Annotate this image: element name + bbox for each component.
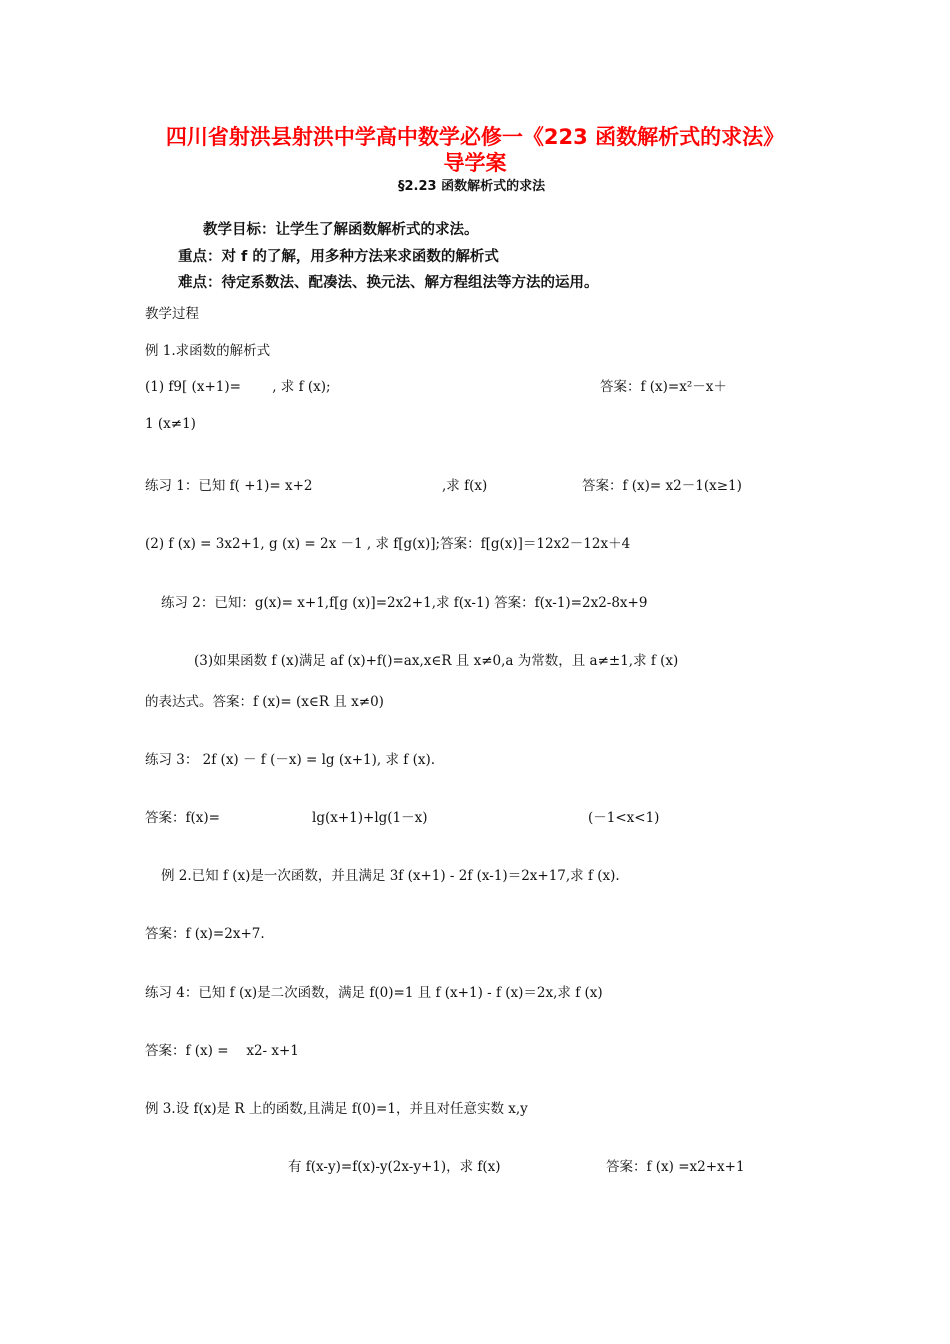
key-point: 重点：对 f 的了解，用多种方法来求函数的解析式 xyxy=(178,249,499,265)
practice-1-ask: ,求 f(x) xyxy=(442,478,488,494)
practice-3: 练习 3： 2f (x) － f (－x) = lg (x+1), 求 f (x). xyxy=(145,752,436,768)
example-1-question-3: (3)如果函数 f (x)满足 af (x)+f()=ax,x∈R 且 x≠0,a 为常数，且 a≠±1,求 f (x) xyxy=(194,653,679,669)
practice-1 xyxy=(145,474,805,494)
practice-3-answer-label: 答案：f(x)= xyxy=(145,810,220,826)
title-line-2: 导学案 xyxy=(443,151,507,175)
document-title xyxy=(140,124,810,176)
example-1-heading: 例 1.求函数的解析式 xyxy=(145,343,271,359)
practice-4: 练习 4：已知 f (x)是二次函数，满足 f(0)=1 且 f (x+1) - f (x)＝2x,求 f (x) xyxy=(145,985,603,1001)
section-subtitle: §2.23 函数解析式的求法 xyxy=(398,179,546,194)
practice-3-answer xyxy=(145,806,805,826)
example-3-continued xyxy=(288,1155,788,1175)
example-3: 例 3.设 f(x)是 R 上的函数,且满足 f(0)=1，并且对任意实数 x,y xyxy=(145,1101,528,1117)
question-1-text: (1) f9[ (x+1)= , 求 f (x); xyxy=(145,379,331,395)
practice-1-answer: 答案：f (x)= x2－1(x≥1) xyxy=(582,478,742,494)
practice-3-answer-expression: lg(x+1)+lg(1－x) xyxy=(312,810,428,826)
example-2: 例 2.已知 f (x)是一次函数，并且满足 3f (x+1) - 2f (x-1)＝2x+17,求 f (x). xyxy=(161,868,620,884)
question-1-answer: 答案：f (x)=x²－x＋ xyxy=(600,379,727,395)
example-3-answer: 答案：f (x) =x2+x+1 xyxy=(606,1159,745,1175)
question-1-answer-continued: 1 (x≠1) xyxy=(145,416,196,432)
example-1-question-1 xyxy=(145,375,805,395)
title-line-1: 四川省射洪县射洪中学高中数学必修一《223 函数解析式的求法》 xyxy=(165,125,785,149)
practice-4-answer: 答案：f (x) = x2- x+1 xyxy=(145,1043,299,1059)
example-1-question-2: (2) f (x) = 3x2+1, g (x) = 2x －1 , 求 f[g(x)];答案：f[g(x)]＝12x2－12x＋4 xyxy=(145,536,631,552)
question-3-continued: 的表达式。答案：f (x)= (x∈R 且 x≠0) xyxy=(145,694,384,710)
process-heading: 教学过程 xyxy=(145,306,199,322)
example-2-answer: 答案：f (x)=2x+7. xyxy=(145,926,265,942)
practice-1-text: 练习 1：已知 f( +1)= x+2 xyxy=(145,478,313,494)
teaching-objective: 教学目标：让学生了解函数解析式的求法。 xyxy=(203,222,479,238)
practice-2: 练习 2：已知：g(x)= x+1,f[g (x)]=2x2+1,求 f(x-1) 答案：f(x-1)=2x2-8x+9 xyxy=(161,595,648,611)
practice-3-answer-domain: (－1<x<1) xyxy=(588,810,660,826)
example-3-condition: 有 f(x-y)=f(x)-y(2x-y+1)，求 f(x) xyxy=(288,1159,501,1175)
difficulty: 难点：待定系数法、配凑法、换元法、解方程组法等方法的运用。 xyxy=(178,275,599,291)
